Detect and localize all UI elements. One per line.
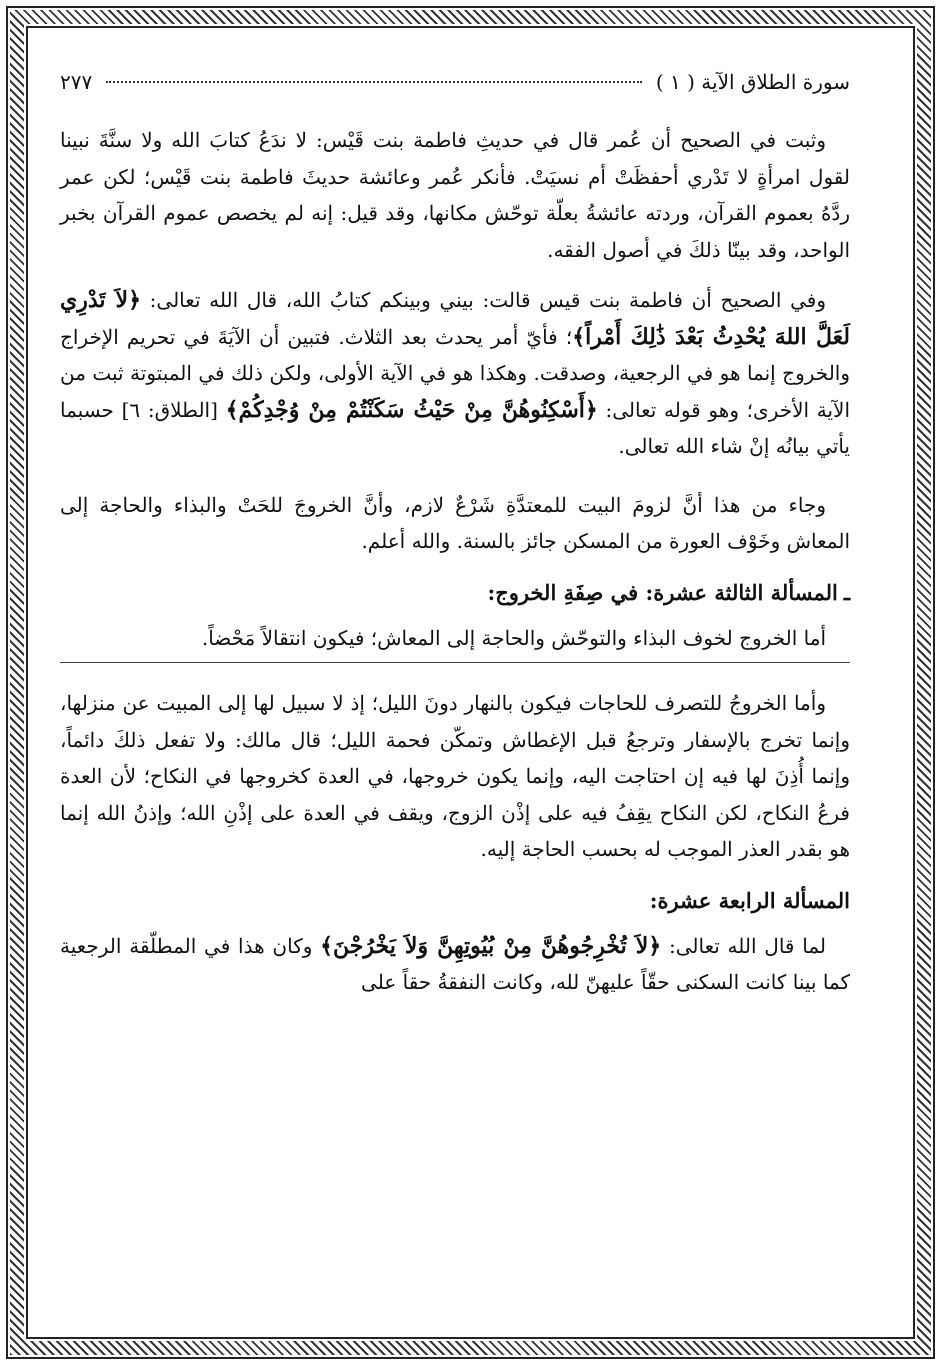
section-14-intro: لما قال الله تعالى: — [661, 933, 827, 958]
page-number: ٢٧٧ — [60, 70, 93, 94]
section-13-paragraph-1: أما الخروج لخوف البذاء والتوحّش والحاجة إلى المعاش؛ فيكون انتقالاً مَحْضاً. — [201, 625, 826, 650]
section-14-continuation: وكان هذا في المطلّقة الرجعية كما بينا كانت السكنى حقّاً عليهنّ لله، وكانت النفقةُ حقاً على — [60, 933, 850, 994]
quran-verse-2: ﴿أَسْكِنُوهُنَّ مِنْ حَيْثُ سَكَنْتُمْ مِنْ وُجْدِكُمْ﴾ — [225, 396, 598, 423]
paragraph-3: وجاء من هذا أنَّ لزومَ البيت للمعتدَّةِ شَرْعٌ لازم، وأنَّ الخروجَ للحَتْ والبذاء والحاجة إلى المعاش وخَوْف العورة من المسكن جائز بالسنة. والله أعلم. — [60, 492, 850, 553]
heading-dash: ـ — [843, 579, 850, 605]
paragraph-1: وثبت في الصحيح أن عُمر قال في حديثِ فاطمة بنت قَيْس: لا ندَعُ كتابَ الله ولا سنَّةَ نبينا لقول امرأةٍ لا تَدْري أحفظَتْ أم نسيَتْ. فأنكر عُمر وعائشة حديثَ فاطمة بنت قَيْس؛ لكن عمر ردَّهُ بعموم القرآن، وردته عائشةُ بعلّة توحّش مكانها، وقد قيل: إنه لم يخصص عموم القرآن بخبر الواحد، وقد بينّا ذلكَ في أصول الفقه. — [60, 128, 850, 262]
section-heading-14: المسألة الرابعة عشرة: — [649, 887, 850, 913]
header-dot-leader — [106, 81, 642, 83]
section-14-paragraph — [60, 928, 850, 1001]
paragraph-2-intro: وفي الصحيح أن فاطمة بنت قيس قالت: بيني وبينكم كتابُ الله، قال الله تعالى: — [140, 288, 826, 312]
running-header — [60, 70, 850, 94]
book-page — [60, 60, 850, 1310]
section-heading-13 — [60, 574, 850, 612]
paragraph-2-middle: ؛ فأيّ أمر يحدث بعد الثلاث. فتبين أن الآيَةَ في تحريم الإخراج والخروج إنما هو في الرجعية، وصدقت. وهكذا هو في الآية الأولى، ولكن ذلك في المبتوتة ثبت من الآية الأخرى؛ وهو قوله تعالى: — [60, 324, 851, 422]
quran-verse-3: ﴿لاَ تُخْرِجُوهُنَّ مِنْ بُيُوتِهِنَّ وَلاَ يَخْرُجْنَ﴾ — [320, 932, 662, 959]
section-divider — [60, 662, 850, 663]
paragraph-2-end: [الطلاق: ٦] حسبما يأتي بيانُه إنْ شاء الله تعالى. — [60, 397, 850, 458]
paragraph-2 — [60, 282, 850, 465]
quran-verse-1: ﴿لاَ تَدْرِي لَعَلَّ اللهَ يُحْدِثُ بَعْدَ ذَٰلِكَ أَمْراً﴾ — [60, 287, 850, 350]
heading-13-text: المسألة الثالثة عشرة: في صِفَةِ الخروج: — [487, 579, 838, 605]
section-13-paragraph-2: وأما الخروجُ للتصرف للحاجات فيكون بالنهار دونَ الليل؛ إذ لا سبيل لها إلى المبيت عن منزلها، وإنما تخرج بالإسفار وترجعُ قبل الإغطاش وتمكّن فحمة الليل؛ قال مالك: ولا تفعل ذلكَ دائماً، وإنما أُذِنَ لها فيه إن احتاجت اليه، وإنما يكون خروجها، في العدة كخروجها في النكاح؛ لأن العدة فرعُ النكاح، لكن النكاح يقِفُ فيه على إذْن الزوج، ويقف في العدة على إذْنِ الله؛ وإذنُ الله إنما هو بقدر العذر الموجب له بحسب الحاجة إليه. — [60, 691, 850, 861]
surah-title: سورة الطلاق الآية ( ١ ) — [655, 70, 850, 94]
